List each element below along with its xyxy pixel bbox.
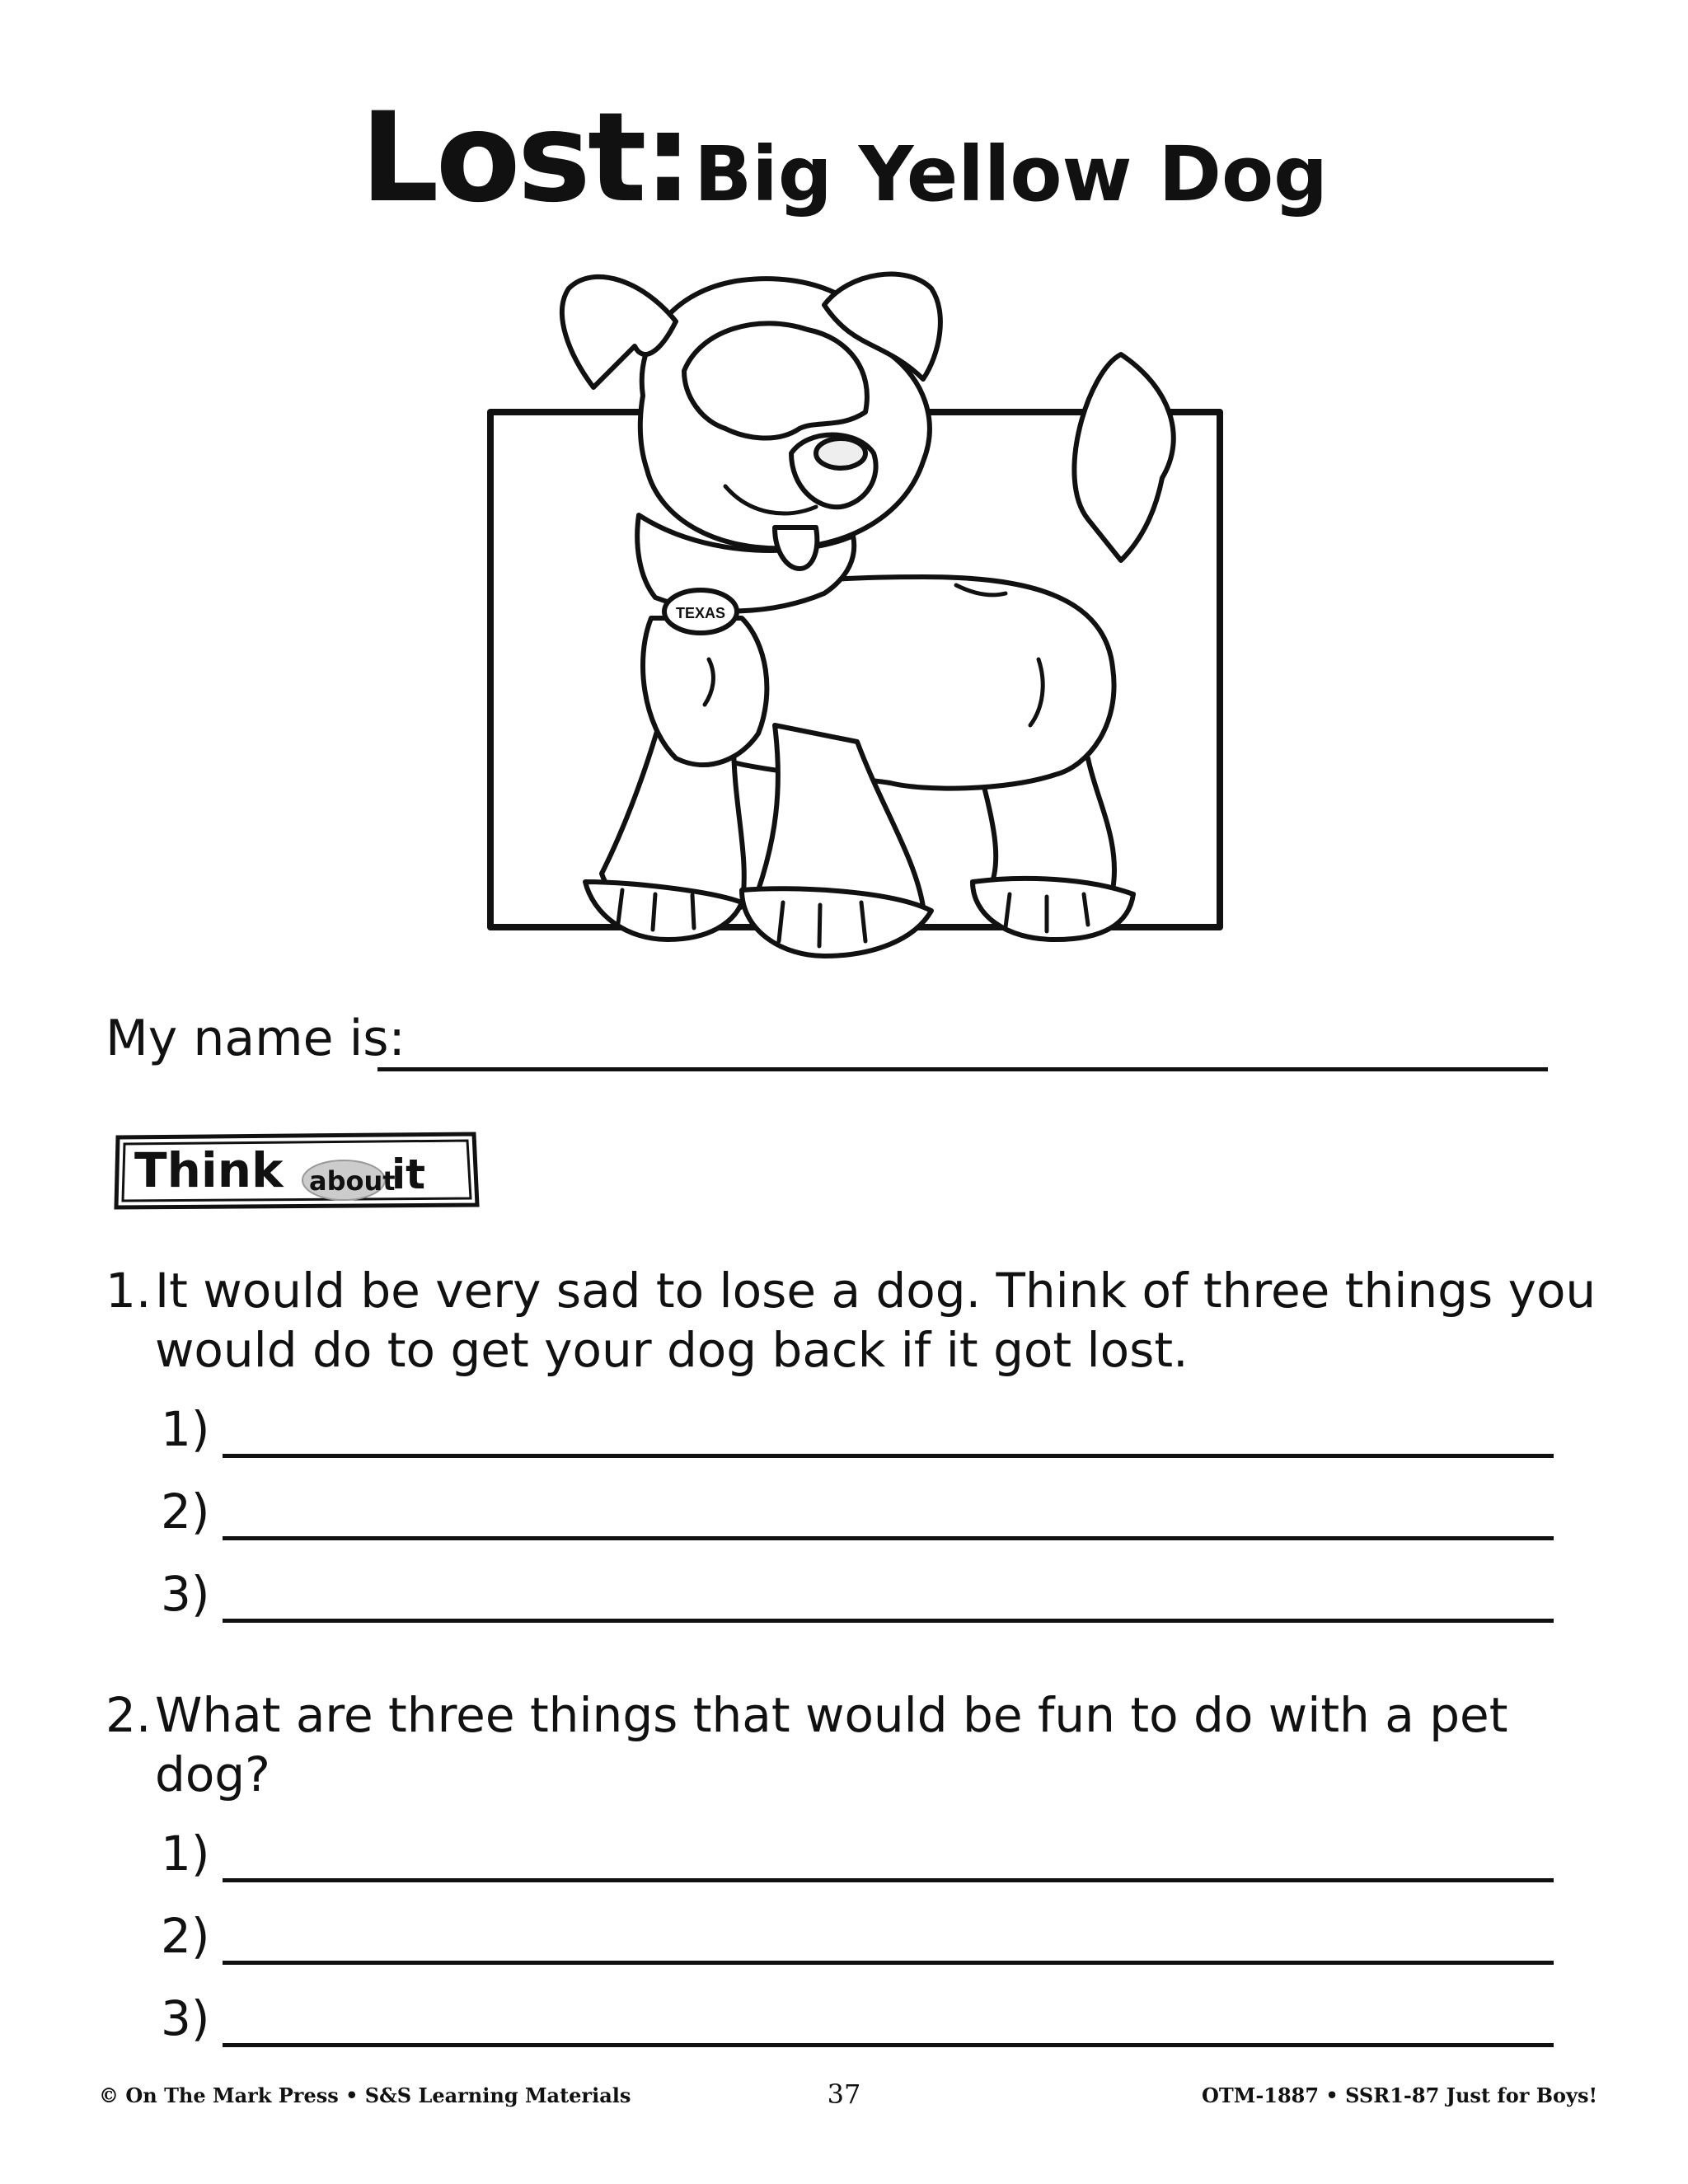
answer-input-line[interactable]	[223, 1454, 1554, 1458]
footer-page-number: 37	[827, 2079, 861, 2110]
title-lost: Lost:	[359, 87, 690, 230]
answer-row	[161, 1908, 1554, 1970]
answer-row	[161, 1566, 1554, 1628]
answer-input-line[interactable]	[223, 1961, 1554, 1965]
answer-row	[161, 1990, 1554, 2052]
name-row	[106, 1010, 1548, 1076]
answer-input-line[interactable]	[223, 1878, 1554, 1882]
footer-product-code: OTM-1887 • SSR1-87 Just for Boys!	[1201, 2083, 1597, 2107]
question-text: What are three things that would be fun to do with a pet dog?	[155, 1687, 1508, 1802]
think-word: Think	[134, 1142, 284, 1198]
answer-input-line[interactable]	[223, 1619, 1554, 1623]
question-number: 1.	[106, 1263, 152, 1319]
question-text: It would be very sad to lose a dog. Think of three things you would do to get your dog back if it got lost.	[155, 1263, 1597, 1378]
answer-label: 2)	[161, 1908, 210, 1964]
answer-label: 3)	[161, 1566, 210, 1622]
answer-row	[161, 1401, 1554, 1463]
answer-row	[161, 1483, 1554, 1545]
name-input-line[interactable]	[377, 1067, 1548, 1071]
answer-label: 1)	[161, 1825, 210, 1882]
footer-publisher: © On The Mark Press • S&S Learning Materials	[99, 2083, 631, 2107]
answer-label: 3)	[161, 1990, 210, 2046]
answer-label: 2)	[161, 1483, 210, 1540]
it-word: it	[392, 1151, 426, 1198]
question-number: 2.	[106, 1687, 152, 1743]
think-about-it-badge	[111, 1129, 482, 1212]
answer-row	[161, 1825, 1554, 1887]
page-title	[0, 87, 1688, 230]
collar-tag-text: TEXAS	[675, 605, 726, 621]
title-subtitle: Big Yellow Dog	[694, 130, 1329, 218]
answer-input-line[interactable]	[223, 2043, 1554, 2047]
dog-illustration	[462, 231, 1253, 1014]
name-label: My name is:	[106, 1010, 406, 1067]
answer-label: 1)	[161, 1401, 210, 1457]
about-word: about	[309, 1165, 396, 1197]
answer-input-line[interactable]	[223, 1536, 1554, 1540]
